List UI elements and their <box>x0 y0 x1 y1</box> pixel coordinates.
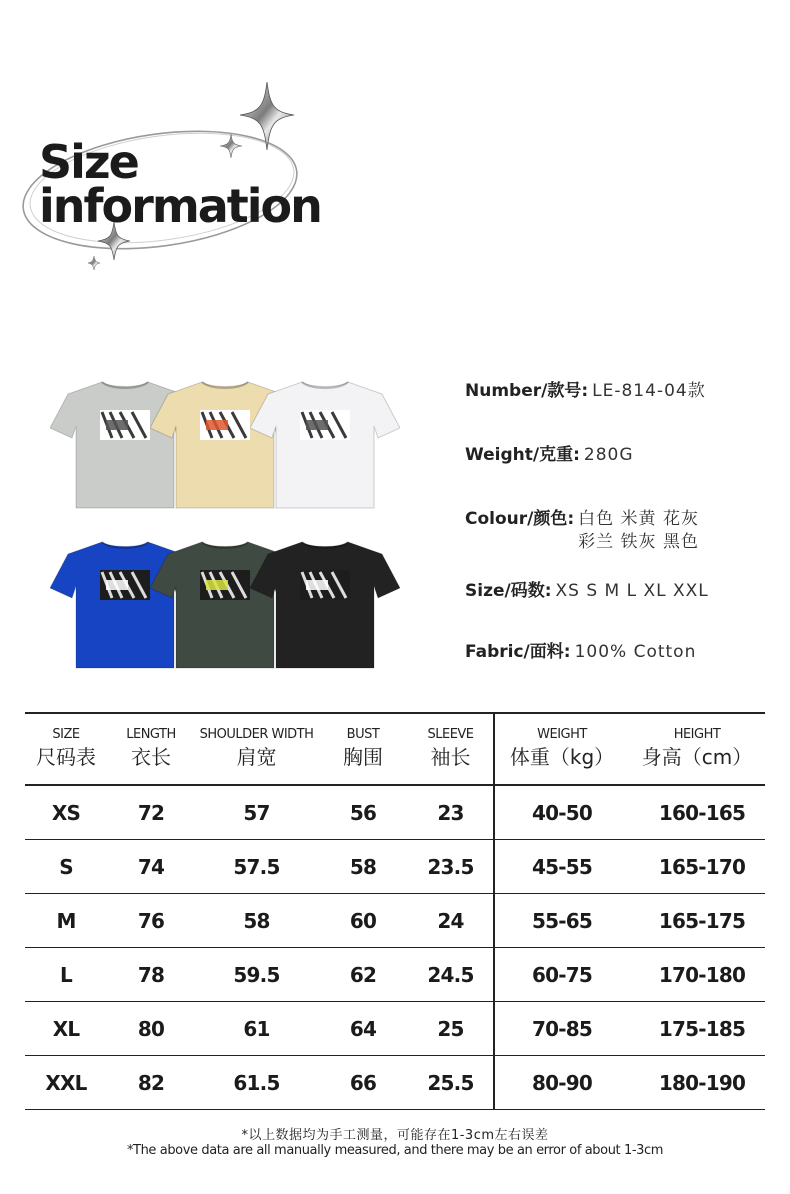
length-value: 72 <box>137 800 165 825</box>
cell-height <box>629 1056 765 1109</box>
cell-sleeve <box>408 1056 493 1109</box>
fabric-label: Fabric/面料: <box>465 642 571 662</box>
length-value: 82 <box>137 1070 165 1095</box>
cell-weight <box>493 840 629 893</box>
cell-shoulder-width <box>195 786 318 839</box>
cell-bust <box>318 786 408 839</box>
cell-sleeve <box>408 840 493 893</box>
header-bust <box>318 714 408 784</box>
header-size <box>25 714 107 784</box>
weight-value: 280G <box>583 445 634 465</box>
cell-size <box>25 1056 107 1109</box>
length-value: 76 <box>137 908 165 933</box>
cell-size <box>25 840 107 893</box>
bust-value: 58 <box>349 854 377 879</box>
header-zh: 身高（cm） <box>641 745 753 769</box>
table-row <box>25 786 765 840</box>
sleeve-value: 25.5 <box>427 1070 474 1095</box>
shoulder-width-value: 59.5 <box>233 962 280 987</box>
header-height <box>629 714 765 784</box>
header-zh: 体重（kg） <box>509 745 615 769</box>
cell-bust <box>318 894 408 947</box>
header-weight <box>493 714 629 784</box>
cell-shoulder-width <box>195 948 318 1001</box>
height-value: 160-165 <box>658 800 746 825</box>
colour-line-1: 白色 米黄 花灰 <box>578 509 699 529</box>
shoulder-width-value: 58 <box>243 908 270 933</box>
header-en: SLEEVE <box>427 727 474 742</box>
weight-value: 60-75 <box>532 962 592 987</box>
length-value: 78 <box>137 962 165 987</box>
info-number <box>465 380 706 403</box>
cell-sleeve <box>408 948 493 1001</box>
cell-height <box>629 786 765 839</box>
bust-value: 66 <box>349 1070 377 1095</box>
cell-size <box>25 786 107 839</box>
product-colour-photos <box>50 370 410 670</box>
cell-size <box>25 948 107 1001</box>
cell-sleeve <box>408 894 493 947</box>
header-en: HEIGHT <box>673 727 721 742</box>
info-weight <box>465 444 634 467</box>
cell-bust <box>318 948 408 1001</box>
cell-size <box>25 1002 107 1055</box>
cell-shoulder-width <box>195 840 318 893</box>
table-body <box>25 786 765 1110</box>
size-value: XS <box>51 800 81 825</box>
sleeve-value: 23.5 <box>427 854 474 879</box>
cell-shoulder-width <box>195 894 318 947</box>
table-row <box>25 894 765 948</box>
cell-length <box>107 840 195 893</box>
cell-bust <box>318 840 408 893</box>
cell-weight <box>493 948 629 1001</box>
weight-value: 80-90 <box>532 1070 592 1095</box>
weight-label: Weight/克重: <box>465 445 580 465</box>
colour-label: Colour/颜色: <box>465 509 575 529</box>
tshirt-white <box>250 376 400 511</box>
size-value: S <box>59 854 73 879</box>
number-label: Number/款号: <box>465 381 589 401</box>
size-label: Size/码数: <box>465 581 552 601</box>
header-en: SIZE <box>52 727 80 742</box>
header-en: LENGTH <box>126 727 176 742</box>
cell-length <box>107 894 195 947</box>
header-zh: 肩宽 <box>236 745 277 769</box>
cell-weight <box>493 1056 629 1109</box>
header-zh: 衣长 <box>131 745 171 769</box>
cell-length <box>107 1056 195 1109</box>
shoulder-width-value: 61.5 <box>233 1070 280 1095</box>
weight-value: 70-85 <box>532 1016 592 1041</box>
cell-shoulder-width <box>195 1002 318 1055</box>
cell-length <box>107 948 195 1001</box>
sleeve-value: 24 <box>437 908 464 933</box>
fabric-value: 100% Cotton <box>574 642 697 662</box>
shoulder-width-value: 57.5 <box>233 854 280 879</box>
header-en: WEIGHT <box>537 727 587 742</box>
height-value: 175-185 <box>658 1016 746 1041</box>
cell-length <box>107 1002 195 1055</box>
colour-line-2: 彩兰 铁灰 黑色 <box>578 532 699 552</box>
size-value: L <box>60 962 72 987</box>
cell-sleeve <box>408 1002 493 1055</box>
header-en: SHOULDER WIDTH <box>199 727 314 742</box>
size-information-logo <box>22 78 321 278</box>
cell-height <box>629 948 765 1001</box>
table-row <box>25 948 765 1002</box>
size-value: XL <box>52 1016 80 1041</box>
table-header-row <box>25 714 765 786</box>
logo-title-line1: Size <box>39 135 138 189</box>
table-row <box>25 1002 765 1056</box>
table-row <box>25 840 765 894</box>
tshirt-black <box>250 536 400 671</box>
cell-height <box>629 1002 765 1055</box>
bust-value: 64 <box>349 1016 377 1041</box>
colour-values <box>578 508 699 554</box>
cell-bust <box>318 1056 408 1109</box>
size-value: XXL <box>45 1070 87 1095</box>
height-value: 170-180 <box>658 962 746 987</box>
header-length <box>107 714 195 784</box>
cell-weight <box>493 894 629 947</box>
cell-sleeve <box>408 786 493 839</box>
header-shoulder-width <box>195 714 318 784</box>
height-value: 165-170 <box>658 854 746 879</box>
weight-value: 45-55 <box>532 854 592 879</box>
bust-value: 60 <box>349 908 377 933</box>
table-row <box>25 1056 765 1110</box>
sleeve-value: 24.5 <box>427 962 474 987</box>
cell-length <box>107 786 195 839</box>
header-zh: 尺码表 <box>36 745 96 769</box>
sleeve-value: 23 <box>437 800 464 825</box>
info-colour <box>465 508 699 554</box>
cell-weight <box>493 1002 629 1055</box>
length-value: 80 <box>137 1016 165 1041</box>
header-zh: 胸围 <box>343 745 383 769</box>
cell-weight <box>493 786 629 839</box>
bust-value: 56 <box>349 800 377 825</box>
logo-title-line2: information <box>39 179 321 233</box>
sleeve-value: 25 <box>437 1016 464 1041</box>
measurement-note-zh: *以上数据均为手工测量，可能存在1-3cm左右误差 <box>241 1128 549 1143</box>
cell-height <box>629 840 765 893</box>
info-fabric <box>465 641 696 664</box>
cell-size <box>25 894 107 947</box>
length-value: 74 <box>137 854 165 879</box>
header-sleeve <box>408 714 493 784</box>
weight-value: 40-50 <box>532 800 592 825</box>
cell-height <box>629 894 765 947</box>
size-table <box>25 712 765 1110</box>
cell-bust <box>318 1002 408 1055</box>
cell-shoulder-width <box>195 1056 318 1109</box>
logo-title <box>39 135 321 233</box>
measurement-note-en: *The above data are all manually measured, and there may be an error of about 1-3cm <box>126 1143 664 1158</box>
header-zh: 袖长 <box>430 745 471 769</box>
weight-value: 55-65 <box>532 908 592 933</box>
shoulder-width-value: 61 <box>243 1016 270 1041</box>
header-en: BUST <box>346 727 380 742</box>
height-value: 165-175 <box>658 908 746 933</box>
size-value: XS S M L XL XXL <box>555 581 709 601</box>
height-value: 180-190 <box>658 1070 746 1095</box>
shoulder-width-value: 57 <box>243 800 270 825</box>
number-value: LE-814-04款 <box>592 381 706 401</box>
size-value: M <box>56 908 76 933</box>
bust-value: 62 <box>349 962 377 987</box>
info-size <box>465 580 709 603</box>
